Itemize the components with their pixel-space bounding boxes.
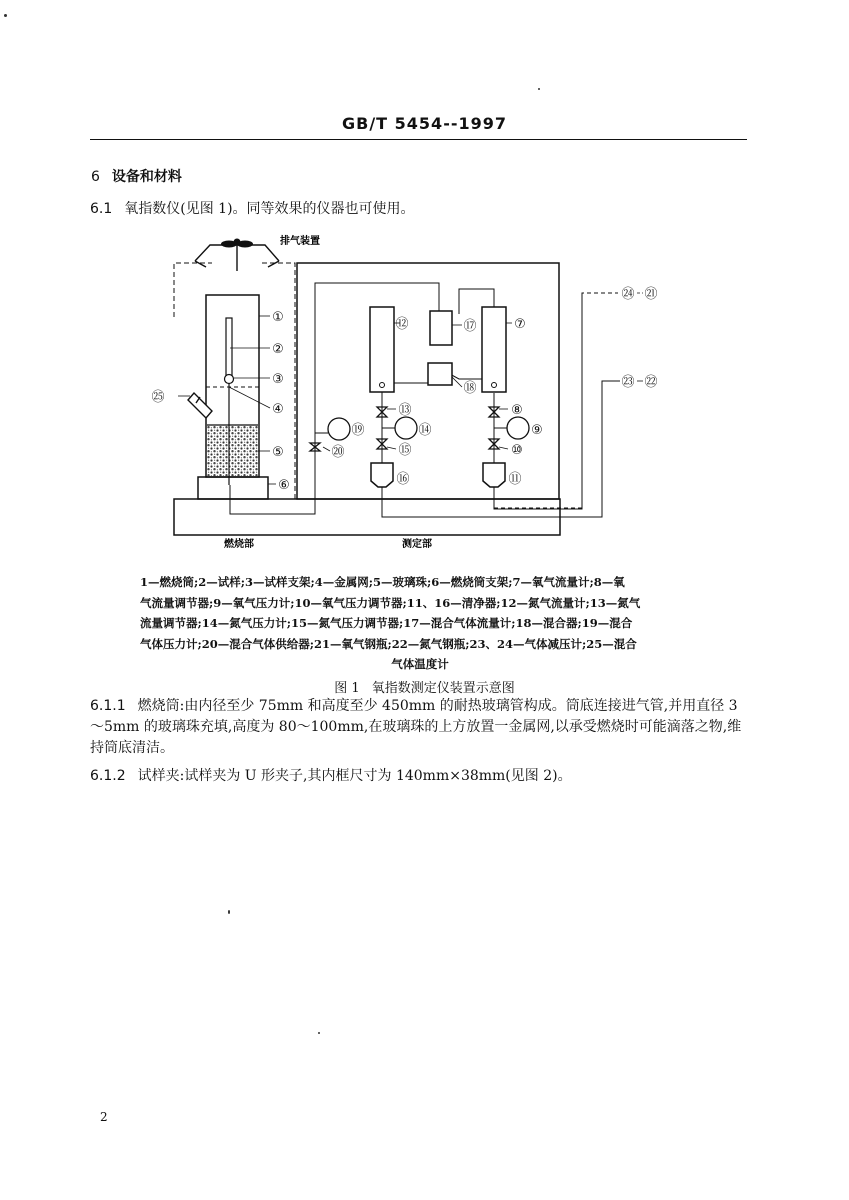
- scan-speck: [318, 1032, 320, 1034]
- marker-23: ㉓: [621, 375, 635, 390]
- marker-5: ⑤: [272, 445, 284, 460]
- mixed-gas-flowmeter: [430, 311, 452, 345]
- glass-beads: [207, 425, 258, 476]
- oxygen-pressure-gauge: [507, 417, 529, 439]
- exhaust-hood: [195, 245, 279, 271]
- specimen-holder-clamp: [225, 375, 234, 384]
- marker-17: ⑰: [463, 319, 477, 334]
- marker-22: ㉒: [644, 375, 658, 390]
- marker-16: ⑯: [396, 472, 410, 487]
- paragraph-6-1-1: [90, 696, 750, 759]
- scan-speck: [4, 14, 7, 17]
- figure-caption: [0, 677, 849, 696]
- marker-11: ⑪: [508, 472, 522, 487]
- mixer: [428, 363, 452, 385]
- nitrogen-purifier: [371, 463, 393, 487]
- paragraph-number: 6.1.1: [90, 698, 126, 714]
- marker-6: ⑥: [278, 478, 290, 493]
- marker-7: ⑦: [514, 317, 526, 332]
- specimen: [226, 318, 232, 376]
- oxygen-purifier: [483, 463, 505, 487]
- paragraph-number: 6.1: [90, 201, 113, 217]
- marker-21: ㉑: [644, 287, 658, 302]
- figure-caption-title: 氧指数测定仪装置示意图: [371, 681, 515, 696]
- marker-3: ③: [272, 372, 284, 387]
- paragraph-6-1-2: [90, 766, 572, 787]
- section-number: 6: [91, 169, 100, 185]
- mixed-gas-pressure-gauge: [328, 418, 350, 440]
- marker-10: ⑩: [511, 443, 523, 458]
- measurement-section-label: 测定部: [402, 539, 432, 550]
- combustion-section-label: 燃烧部: [224, 539, 254, 550]
- paragraph-text: 试样夹:试样夹为 U 形夹子,其内框尺寸为 140mm×38mm(见图 2)。: [137, 768, 572, 784]
- marker-12: ⑫: [395, 317, 409, 332]
- marker-20: ⑳: [331, 445, 345, 460]
- legend-line: 气体温度计: [391, 657, 449, 671]
- marker-4: ④: [272, 402, 284, 417]
- marker-25: ㉕: [151, 390, 165, 405]
- oxygen-flowmeter: [482, 307, 506, 392]
- nitrogen-line: [602, 381, 620, 385]
- legend-line: 气流量调节器;9—氧气压力计;10—氧气压力调节器;11、16—清净器;12—氮气流量计;13—氮气: [140, 595, 641, 610]
- scan-speck: [228, 910, 230, 914]
- marker-24: ㉔: [621, 287, 635, 302]
- marker-19: ⑲: [351, 423, 365, 438]
- section-title: 设备和材料: [111, 169, 182, 185]
- marker-9: ⑨: [531, 423, 543, 438]
- marker-13: ⑬: [398, 403, 412, 418]
- page-number: 2: [100, 1110, 108, 1124]
- paragraph-text: 燃烧筒:由内径至少 75mm 和高度至少 450mm 的耐热玻璃管构成。筒底连接进气管,并用直径 3～5mm 的玻璃珠充填,高度为 80～100mm,在玻璃珠的上方放置一金属网,以承受燃烧时可能滴落之物,维持筒底清洁。: [90, 698, 742, 756]
- header-rule: [90, 139, 747, 140]
- nitrogen-pressure-gauge: [395, 417, 417, 439]
- legend-line: 流量调节器;14—氮气压力计;15—氮气压力调节器;17—混合气体流量计;18—混合器;19—混合: [140, 616, 633, 630]
- figure-legend: [140, 572, 700, 675]
- marker-18: ⑱: [463, 381, 477, 396]
- marker-15: ⑮: [398, 443, 412, 458]
- legend-line: 1—燃烧筒;2—试样;3—试样支架;4—金属网;5—玻璃珠;6—燃烧筒支架;7—氧气流量计;8—氧: [140, 575, 625, 589]
- marker-14: ⑭: [418, 423, 432, 438]
- marker-2: ②: [272, 342, 284, 357]
- section-heading: [91, 166, 182, 186]
- scan-speck: [538, 88, 540, 90]
- figure-caption-number: 图 1: [334, 681, 360, 696]
- legend-line: 气体压力计;20—混合气体供给器;21—氧气钢瓶;22—氮气钢瓶;23、24—气体减压计;25—混合: [140, 636, 637, 651]
- paragraph-text: 氧指数仪(见图 1)。同等效果的仪器也可使用。: [124, 201, 415, 217]
- oxygen-index-apparatus-diagram: [150, 225, 710, 560]
- marker-1: ①: [272, 310, 284, 325]
- thermometer-icon: [188, 393, 212, 418]
- exhaust-label: 排气装置: [280, 236, 320, 247]
- paragraph-6-1: [90, 199, 415, 220]
- chimney-stand: [198, 477, 268, 499]
- marker-8: ⑧: [511, 403, 523, 418]
- paragraph-number: 6.1.2: [90, 768, 126, 784]
- nitrogen-flowmeter: [370, 307, 394, 392]
- standard-number: GB/T 5454--1997: [342, 114, 507, 133]
